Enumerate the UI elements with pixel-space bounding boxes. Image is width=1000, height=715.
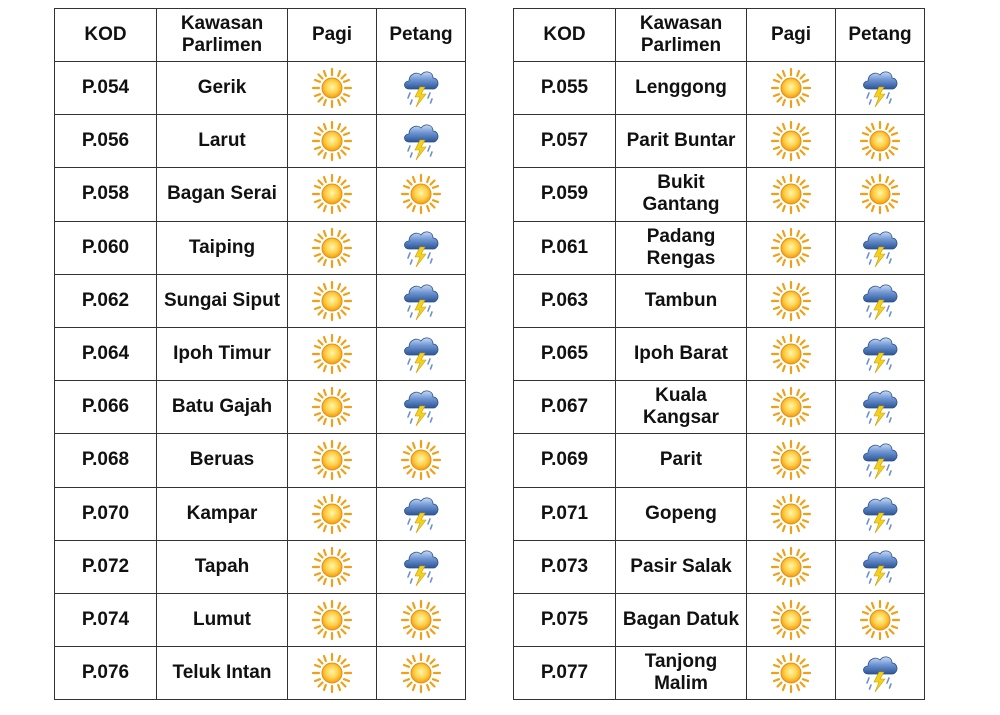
cell-kawasan <box>157 168 288 221</box>
cell-pagi <box>747 221 836 274</box>
cell-kawasan <box>616 540 747 593</box>
cell-kawasan <box>616 274 747 327</box>
cell-kawasan <box>157 381 288 434</box>
cell-kawasan <box>157 62 288 115</box>
cell-kawasan <box>616 327 747 380</box>
header-pagi: Pagi <box>747 9 836 62</box>
thunderstorm-icon <box>859 652 901 694</box>
header-petang: Petang <box>836 9 925 62</box>
table-body-left <box>55 62 466 700</box>
sun-icon <box>770 546 812 588</box>
cell-pagi <box>747 168 836 221</box>
cell-pagi <box>747 274 836 327</box>
table-row <box>55 381 466 434</box>
table-row <box>514 115 925 168</box>
cell-pagi <box>747 434 836 487</box>
cell-petang <box>377 593 466 646</box>
sun-icon <box>311 173 353 215</box>
cell-kawasan <box>157 487 288 540</box>
thunderstorm-icon <box>400 120 442 162</box>
cell-pagi <box>747 487 836 540</box>
thunderstorm-icon <box>859 333 901 375</box>
table-row <box>514 221 925 274</box>
table-row <box>55 221 466 274</box>
sun-icon <box>311 386 353 428</box>
sun-icon <box>770 227 812 269</box>
sun-icon <box>311 333 353 375</box>
thunderstorm-icon <box>859 280 901 322</box>
cell-kod: P.066 <box>55 381 157 434</box>
table-row <box>55 168 466 221</box>
cell-pagi <box>288 540 377 593</box>
cell-kawasan <box>616 62 747 115</box>
header-kawasan <box>157 9 288 62</box>
kawasan-label: Ipoh Timur <box>173 343 271 365</box>
kawasan-label: Kuala Kangsar <box>642 385 720 429</box>
cell-kawasan <box>616 115 747 168</box>
cell-petang <box>377 540 466 593</box>
cell-pagi <box>747 540 836 593</box>
sun-icon <box>770 652 812 694</box>
thunderstorm-icon <box>859 227 901 269</box>
cell-kawasan <box>157 327 288 380</box>
sun-icon <box>770 333 812 375</box>
sun-icon <box>859 599 901 641</box>
sun-icon <box>400 439 442 481</box>
table-body-right <box>514 62 925 700</box>
table-header-row <box>55 9 466 62</box>
header-petang: Petang <box>377 9 466 62</box>
sun-icon <box>770 493 812 535</box>
cell-petang <box>377 274 466 327</box>
kawasan-label: Parit Buntar <box>626 130 736 152</box>
cell-kawasan <box>616 221 747 274</box>
kawasan-label: Bagan Serai <box>167 183 277 205</box>
table-row <box>514 62 925 115</box>
cell-kod: P.058 <box>55 168 157 221</box>
table-row <box>55 274 466 327</box>
cell-petang <box>377 381 466 434</box>
thunderstorm-icon <box>400 333 442 375</box>
kawasan-label: Tanjong Malim <box>644 651 718 695</box>
sun-icon <box>311 227 353 269</box>
cell-kod: P.061 <box>514 221 616 274</box>
cell-kod: P.076 <box>55 647 157 700</box>
kawasan-label: Batu Gajah <box>171 396 273 418</box>
header-kod: KOD <box>514 9 616 62</box>
cell-pagi <box>747 381 836 434</box>
cell-pagi <box>288 327 377 380</box>
kawasan-label: Gerik <box>197 77 247 99</box>
sun-icon <box>311 120 353 162</box>
cell-petang <box>836 593 925 646</box>
kawasan-label: Sungai Siput <box>163 289 281 311</box>
forecast-table-right <box>513 8 925 700</box>
kawasan-label: Kampar <box>186 502 258 524</box>
thunderstorm-icon <box>400 280 442 322</box>
cell-kod: P.069 <box>514 434 616 487</box>
cell-petang <box>377 221 466 274</box>
cell-kod: P.077 <box>514 647 616 700</box>
table-row <box>55 434 466 487</box>
table-row <box>55 487 466 540</box>
kawasan-label: Lenggong <box>635 77 727 99</box>
cell-kawasan <box>616 487 747 540</box>
sun-icon <box>311 67 353 109</box>
sun-icon <box>311 546 353 588</box>
cell-petang <box>377 487 466 540</box>
thunderstorm-icon <box>859 546 901 588</box>
sun-icon <box>311 280 353 322</box>
sun-icon <box>859 173 901 215</box>
thunderstorm-icon <box>400 493 442 535</box>
table-row <box>55 540 466 593</box>
cell-kod: P.064 <box>55 327 157 380</box>
kawasan-label: Ipoh Barat <box>634 343 728 365</box>
table-row <box>55 62 466 115</box>
sun-icon <box>770 599 812 641</box>
sun-icon <box>311 652 353 694</box>
header-pagi: Pagi <box>288 9 377 62</box>
cell-kawasan <box>616 168 747 221</box>
cell-petang <box>377 327 466 380</box>
cell-kawasan <box>616 593 747 646</box>
sun-icon <box>311 493 353 535</box>
cell-pagi <box>288 62 377 115</box>
cell-petang <box>377 434 466 487</box>
cell-pagi <box>288 647 377 700</box>
kawasan-label: Pasir Salak <box>630 555 732 577</box>
cell-pagi <box>288 221 377 274</box>
table-header-row <box>514 9 925 62</box>
cell-kod: P.071 <box>514 487 616 540</box>
cell-kawasan <box>157 540 288 593</box>
cell-kod: P.070 <box>55 487 157 540</box>
kawasan-label: Gopeng <box>645 502 717 524</box>
table-row <box>55 593 466 646</box>
sun-icon <box>770 386 812 428</box>
cell-kawasan <box>157 221 288 274</box>
table-row <box>514 327 925 380</box>
sun-icon <box>770 280 812 322</box>
cell-petang <box>377 647 466 700</box>
kawasan-label: Beruas <box>189 449 255 471</box>
thunderstorm-icon <box>400 227 442 269</box>
cell-kod: P.054 <box>55 62 157 115</box>
cell-petang <box>836 115 925 168</box>
cell-petang <box>836 221 925 274</box>
cell-pagi <box>288 115 377 168</box>
thunderstorm-icon <box>859 386 901 428</box>
cell-kod: P.073 <box>514 540 616 593</box>
cell-pagi <box>747 327 836 380</box>
cell-kod: P.057 <box>514 115 616 168</box>
table-row <box>514 487 925 540</box>
sun-icon <box>859 120 901 162</box>
cell-kod: P.074 <box>55 593 157 646</box>
sun-icon <box>400 652 442 694</box>
cell-pagi <box>288 274 377 327</box>
kawasan-label: Bagan Datuk <box>622 608 740 630</box>
thunderstorm-icon <box>400 67 442 109</box>
cell-kod: P.055 <box>514 62 616 115</box>
cell-pagi <box>288 487 377 540</box>
cell-kod: P.056 <box>55 115 157 168</box>
cell-pagi <box>747 593 836 646</box>
cell-petang <box>836 381 925 434</box>
kawasan-label: Parit <box>659 449 703 471</box>
thunderstorm-icon <box>859 493 901 535</box>
kawasan-label: Larut <box>198 130 246 152</box>
kawasan-label: Bukit Gantang <box>642 172 720 216</box>
kawasan-label: Teluk Intan <box>172 662 272 684</box>
cell-pagi <box>747 115 836 168</box>
table-row <box>514 540 925 593</box>
cell-petang <box>836 540 925 593</box>
kawasan-label: Taiping <box>188 236 256 258</box>
cell-petang <box>836 647 925 700</box>
cell-kawasan <box>157 647 288 700</box>
cell-pagi <box>288 168 377 221</box>
cell-petang <box>836 62 925 115</box>
table-row <box>55 647 466 700</box>
cell-petang <box>836 274 925 327</box>
cell-kod: P.062 <box>55 274 157 327</box>
kawasan-label: Lumut <box>192 608 252 630</box>
thunderstorm-icon <box>400 546 442 588</box>
thunderstorm-icon <box>859 439 901 481</box>
header-kod: KOD <box>55 9 157 62</box>
table-row <box>514 381 925 434</box>
sun-icon <box>311 599 353 641</box>
cell-pagi <box>747 647 836 700</box>
table-row <box>55 327 466 380</box>
cell-petang <box>377 168 466 221</box>
cell-kod: P.063 <box>514 274 616 327</box>
cell-pagi <box>288 381 377 434</box>
table-row <box>514 274 925 327</box>
table-row <box>55 115 466 168</box>
cell-kawasan <box>616 381 747 434</box>
cell-kod: P.059 <box>514 168 616 221</box>
table-row <box>514 593 925 646</box>
thunderstorm-icon <box>400 386 442 428</box>
sun-icon <box>770 67 812 109</box>
sun-icon <box>770 439 812 481</box>
header-kawasan-label: Kawasan Parlimen <box>639 13 723 56</box>
cell-petang <box>377 115 466 168</box>
table-row <box>514 647 925 700</box>
kawasan-label: Padang Rengas <box>646 225 716 269</box>
forecast-table-left <box>54 8 466 700</box>
cell-kawasan <box>616 647 747 700</box>
sun-icon <box>400 599 442 641</box>
sun-icon <box>311 439 353 481</box>
cell-petang <box>836 487 925 540</box>
sun-icon <box>770 173 812 215</box>
table-row <box>514 434 925 487</box>
cell-petang <box>836 168 925 221</box>
sun-icon <box>400 173 442 215</box>
cell-pagi <box>288 434 377 487</box>
cell-kawasan <box>157 115 288 168</box>
cell-kod: P.065 <box>514 327 616 380</box>
header-kawasan <box>616 9 747 62</box>
cell-kawasan <box>157 593 288 646</box>
table-row <box>514 168 925 221</box>
kawasan-label: Tapah <box>194 555 250 577</box>
cell-kod: P.060 <box>55 221 157 274</box>
cell-petang <box>836 327 925 380</box>
cell-petang <box>836 434 925 487</box>
cell-kod: P.072 <box>55 540 157 593</box>
header-kawasan-label: Kawasan Parlimen <box>180 13 264 56</box>
cell-pagi <box>747 62 836 115</box>
cell-kawasan <box>157 274 288 327</box>
kawasan-label: Tambun <box>644 289 718 311</box>
cell-pagi <box>288 593 377 646</box>
sun-icon <box>770 120 812 162</box>
cell-kod: P.075 <box>514 593 616 646</box>
cell-kod: P.068 <box>55 434 157 487</box>
thunderstorm-icon <box>859 67 901 109</box>
cell-kod: P.067 <box>514 381 616 434</box>
cell-kawasan <box>616 434 747 487</box>
cell-kawasan <box>157 434 288 487</box>
cell-petang <box>377 62 466 115</box>
